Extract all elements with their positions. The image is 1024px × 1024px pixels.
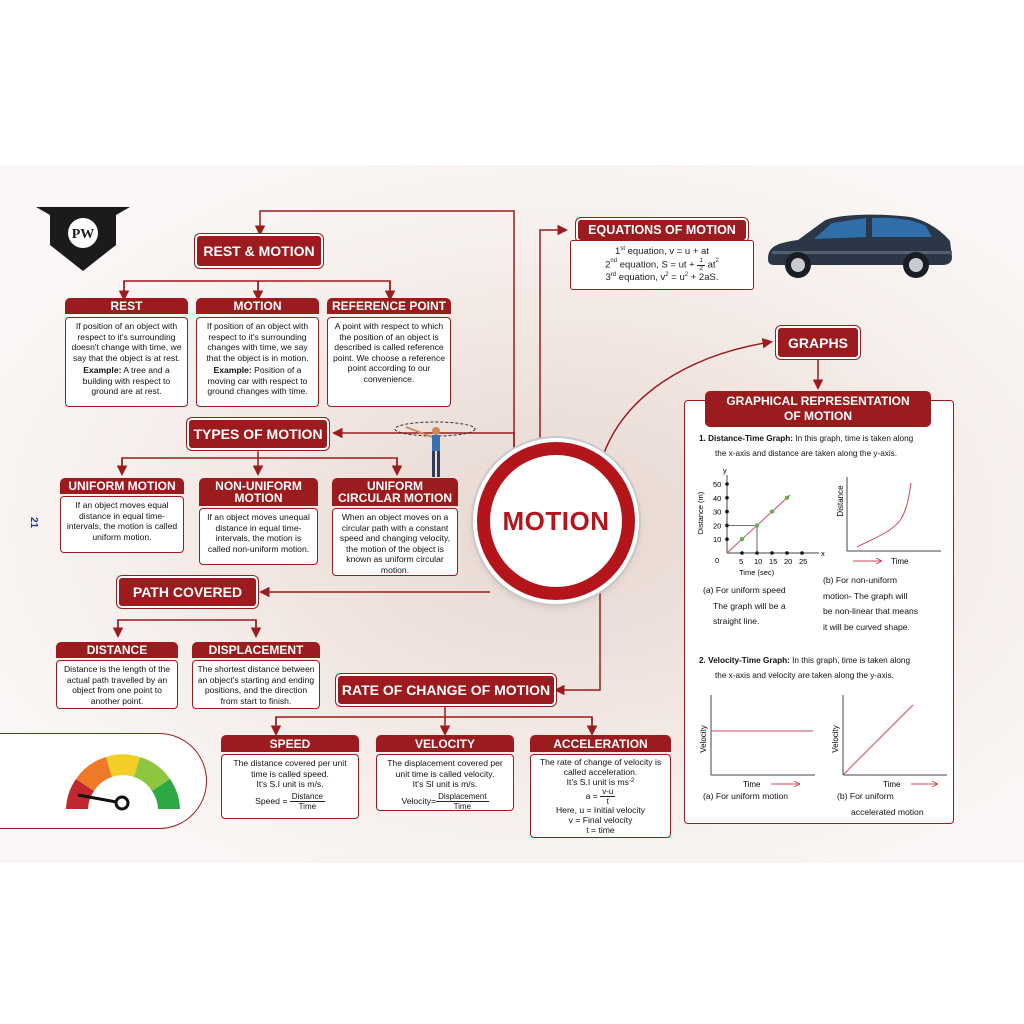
page-number: 21 bbox=[28, 516, 40, 529]
velocity-formula-lhs: Velocity= bbox=[401, 795, 437, 806]
vt-caption-a: (a) For uniform motion bbox=[703, 791, 789, 801]
vt-accel-ylabel: Velocity bbox=[831, 725, 840, 753]
dt-heading: 1. Distance-Time Graph: bbox=[699, 434, 794, 443]
dt-description bbox=[699, 431, 949, 461]
acceleration-label: ACCELERATION bbox=[530, 735, 671, 752]
motion-mindmap-poster bbox=[0, 165, 1024, 863]
acceleration-si: It's S.I unit is ms bbox=[566, 776, 629, 787]
motion-text: If position of an object with respect to it's surrounding changes with time, we say that the object is in motion. bbox=[206, 321, 309, 363]
rest-label: REST bbox=[65, 298, 188, 314]
graphs-header: GRAPHS bbox=[776, 326, 860, 359]
velocity-time-accelerated-chart bbox=[827, 691, 951, 791]
eq3-ord: 3 bbox=[605, 272, 611, 283]
motion-label: MOTION bbox=[196, 298, 319, 314]
dt-x-tick-label: 15 bbox=[769, 557, 778, 566]
eq2-sup: nd bbox=[610, 258, 618, 264]
car-illustration bbox=[762, 209, 956, 281]
acceleration-where-3: t = time bbox=[586, 824, 615, 835]
types-of-motion-header: TYPES OF MOTION bbox=[187, 418, 329, 450]
acceleration-box bbox=[530, 754, 671, 838]
dt-text-2: the x-axis and distance are taken along the y-axis. bbox=[715, 449, 898, 458]
eq1-text: equation, v = u + at bbox=[624, 246, 709, 257]
dt-x-tick-label: 5 bbox=[739, 557, 744, 566]
eq3-text: equation, v bbox=[616, 272, 666, 283]
logo-text: PW bbox=[71, 227, 95, 242]
eq1-ord: 1 bbox=[615, 246, 621, 257]
vt-heading: 2. Velocity-Time Graph: bbox=[699, 656, 790, 665]
equations-box bbox=[570, 240, 754, 290]
eq2-ord: 2 bbox=[605, 259, 611, 271]
graphs-panel-title-1: GRAPHICAL REPRESENTATION bbox=[726, 394, 910, 408]
nonuniform-ylabel: Distance bbox=[836, 485, 845, 517]
reference-label: REFERENCE POINT bbox=[327, 298, 451, 314]
dt-caption-a-2: The graph will be a bbox=[713, 600, 786, 611]
dt-caption-b-2: motion- The graph will bbox=[823, 590, 908, 601]
dt-y-tick-dot bbox=[725, 510, 729, 514]
dt-x-tick-dot bbox=[785, 551, 789, 555]
speedometer-icon bbox=[56, 745, 188, 815]
motion-example-label: Example: bbox=[213, 365, 252, 375]
reference-text: A point with respect to which the position of an object is described is called reference point. We choose a reference point according to our convenience. bbox=[332, 321, 446, 384]
non-uniform-motion-text: If an object moves unequal distance in equal time-intervals, the motion is called non-uniform motion. bbox=[207, 512, 310, 554]
dt-y-tick-label: 10 bbox=[713, 535, 722, 545]
nonuniform-curve bbox=[857, 483, 911, 547]
dt-y-tick-dot bbox=[725, 537, 729, 541]
dt-x-tick-label: 10 bbox=[754, 557, 763, 566]
vt-text-2: the x-axis and velocity are taken along the y-axis. bbox=[715, 671, 894, 680]
dt-y-tick-dot bbox=[725, 482, 729, 486]
dt-data-point bbox=[785, 496, 789, 500]
velocity-time-uniform-chart bbox=[695, 691, 819, 791]
dt-y-tick-label: 50 bbox=[713, 480, 722, 489]
reference-box bbox=[327, 317, 451, 407]
dt-caption-b-4: it will be curved shape. bbox=[823, 621, 910, 632]
acceleration-si-exp: -2 bbox=[628, 777, 635, 784]
motion-box bbox=[196, 317, 319, 407]
distance-box bbox=[56, 660, 178, 709]
vt-caption-b bbox=[837, 789, 924, 820]
path-covered-header: PATH COVERED bbox=[117, 576, 258, 608]
speed-formula-den: Time bbox=[298, 801, 317, 811]
velocity-box bbox=[376, 754, 514, 811]
eq3-mid-sup-2: 2 bbox=[684, 272, 689, 278]
rest-box bbox=[65, 317, 188, 407]
distance-time-nonuniform-chart bbox=[833, 473, 943, 569]
non-uniform-motion-box bbox=[199, 508, 318, 565]
acceleration-text: The rate of change of velocity is called acceleration. bbox=[539, 757, 662, 777]
dt-x-tick-dot bbox=[770, 551, 774, 555]
speed-box bbox=[221, 754, 359, 819]
acceleration-where-1: Here, u = Initial velocity bbox=[555, 805, 646, 816]
dt-y-tick-dot bbox=[725, 496, 729, 500]
acceleration-formula-num: v-u bbox=[602, 787, 614, 797]
dt-caption-a-3: straight line. bbox=[713, 616, 760, 626]
equations-header: EQUATIONS OF MOTION bbox=[576, 218, 748, 242]
eq2-frac-num: 1 bbox=[699, 257, 703, 264]
circular-motion-text: When an object moves on a circular path with a constant speed and changing velocity, the motion of the object is known as uniform circular motion. bbox=[339, 512, 451, 575]
distance-time-uniform-chart bbox=[695, 467, 831, 585]
center-motion-circle bbox=[477, 442, 635, 600]
dt-x-tick-label: 20 bbox=[784, 557, 793, 566]
eq1-sup: st bbox=[620, 246, 625, 252]
graphs-panel-title-2: OF MOTION bbox=[784, 409, 852, 423]
acceleration-formula-den: t bbox=[606, 797, 609, 807]
speed-formula-num: Distance bbox=[291, 791, 323, 801]
dt-y-axis-name: y bbox=[723, 467, 727, 475]
eq2-frac-den: 2 bbox=[699, 264, 703, 272]
acceleration-where-2: v = Final velocity bbox=[568, 815, 633, 826]
dt-text-1: In this graph, time is taken along bbox=[795, 434, 914, 443]
dt-xlabel: Time (sec) bbox=[739, 568, 775, 577]
dt-data-point bbox=[755, 523, 759, 527]
circular-motion-box bbox=[332, 508, 458, 576]
speed-si: It's S.I unit is m/s. bbox=[256, 779, 324, 789]
uniform-motion-text: If an object moves equal distance in equal time-intervals, the motion is called uniform motion. bbox=[66, 500, 178, 542]
acceleration-formula-lhs: a = bbox=[585, 791, 598, 802]
circular-motion-label: UNIFORM CIRCULAR MOTION bbox=[332, 478, 458, 506]
dt-x-axis-name: x bbox=[821, 549, 825, 558]
velocity-label: VELOCITY bbox=[376, 735, 514, 752]
eq3-sup: rd bbox=[610, 272, 617, 278]
velocity-formula-num: Displacement bbox=[438, 791, 487, 801]
dt-x-tick-label: 25 bbox=[799, 557, 808, 566]
dt-caption-b bbox=[823, 573, 918, 635]
dt-data-point bbox=[770, 509, 774, 513]
dt-ylabel: Distance (m) bbox=[696, 491, 705, 535]
rest-text: If position of an object with respect to it's surrounding doesn't change with time, we say that the object is at rest. bbox=[71, 321, 182, 363]
displacement-box bbox=[192, 660, 320, 709]
rest-motion-header: REST & MOTION bbox=[195, 234, 323, 268]
dt-caption-b-1: (b) For non-uniform bbox=[823, 575, 898, 585]
distance-text: Distance is the length of the actual path travelled by an object from one point to another point. bbox=[63, 664, 171, 706]
velocity-formula-den: Time bbox=[453, 801, 472, 811]
dt-x-tick-dot bbox=[740, 551, 744, 555]
running-person-illustration bbox=[392, 417, 478, 481]
vt-caption-b-1: (b) For uniform bbox=[837, 791, 894, 801]
distance-label: DISTANCE bbox=[56, 642, 178, 658]
graphs-panel-title bbox=[705, 391, 931, 427]
motion-example: Position of a moving car with respect to ground changes with time. bbox=[207, 365, 308, 396]
dt-origin-label: 0 bbox=[715, 556, 720, 565]
vt-uniform-xlabel: Time bbox=[743, 780, 761, 789]
speed-text: The distance covered per unit time is called speed. bbox=[233, 758, 347, 779]
dt-caption-a bbox=[703, 583, 786, 630]
eq2-text: equation, S = ut + bbox=[617, 259, 698, 271]
velocity-text: The displacement covered per unit time is called velocity. bbox=[387, 758, 503, 779]
rest-example-label: Example: bbox=[83, 365, 122, 375]
eq2-tail: at bbox=[705, 259, 716, 271]
rate-of-change-header: RATE OF CHANGE OF MOTION bbox=[336, 674, 556, 706]
displacement-label: DISPLACEMENT bbox=[192, 642, 320, 658]
vt-accel-xlabel: Time bbox=[883, 780, 901, 789]
eq3-tail: + 2aS. bbox=[688, 272, 719, 283]
dt-caption-a-1: (a) For uniform speed bbox=[703, 585, 786, 595]
dt-data-point bbox=[740, 537, 744, 541]
vt-accel-line bbox=[843, 705, 913, 775]
displacement-text: The shortest distance between an object's starting and ending positions, and the direction from start to finish. bbox=[197, 664, 315, 706]
uniform-motion-label: UNIFORM MOTION bbox=[60, 478, 184, 494]
vt-description bbox=[699, 653, 949, 683]
graphs-panel bbox=[684, 394, 954, 824]
speed-formula-lhs: Speed = bbox=[255, 795, 288, 806]
vt-text-1: In this graph, time is taken along bbox=[792, 656, 911, 665]
eq2-tail-sup: 2 bbox=[715, 258, 719, 264]
dt-y-tick-label: 30 bbox=[713, 507, 722, 517]
dt-x-tick-dot bbox=[800, 551, 804, 555]
speed-label: SPEED bbox=[221, 735, 359, 752]
center-title: MOTION bbox=[502, 505, 610, 536]
dt-y-tick-label: 40 bbox=[713, 493, 722, 503]
non-uniform-motion-label: NON-UNIFORM MOTION bbox=[199, 478, 318, 506]
pw-logo bbox=[36, 205, 130, 273]
dt-y-tick-label: 20 bbox=[713, 521, 722, 531]
vt-caption-b-2: accelerated motion bbox=[851, 806, 924, 817]
dt-caption-b-3: be non-linear that means bbox=[823, 606, 919, 616]
vt-uniform-ylabel: Velocity bbox=[699, 725, 708, 753]
velocity-si: It's SI unit is m/s. bbox=[412, 779, 478, 789]
eq3-mid: = u bbox=[668, 272, 685, 283]
rest-example: A tree and a building with respect to ground are at rest. bbox=[82, 365, 171, 396]
uniform-motion-box bbox=[60, 496, 184, 553]
nonuniform-xlabel: Time bbox=[891, 557, 909, 566]
eq3-mid-sup: 2 bbox=[665, 272, 669, 278]
